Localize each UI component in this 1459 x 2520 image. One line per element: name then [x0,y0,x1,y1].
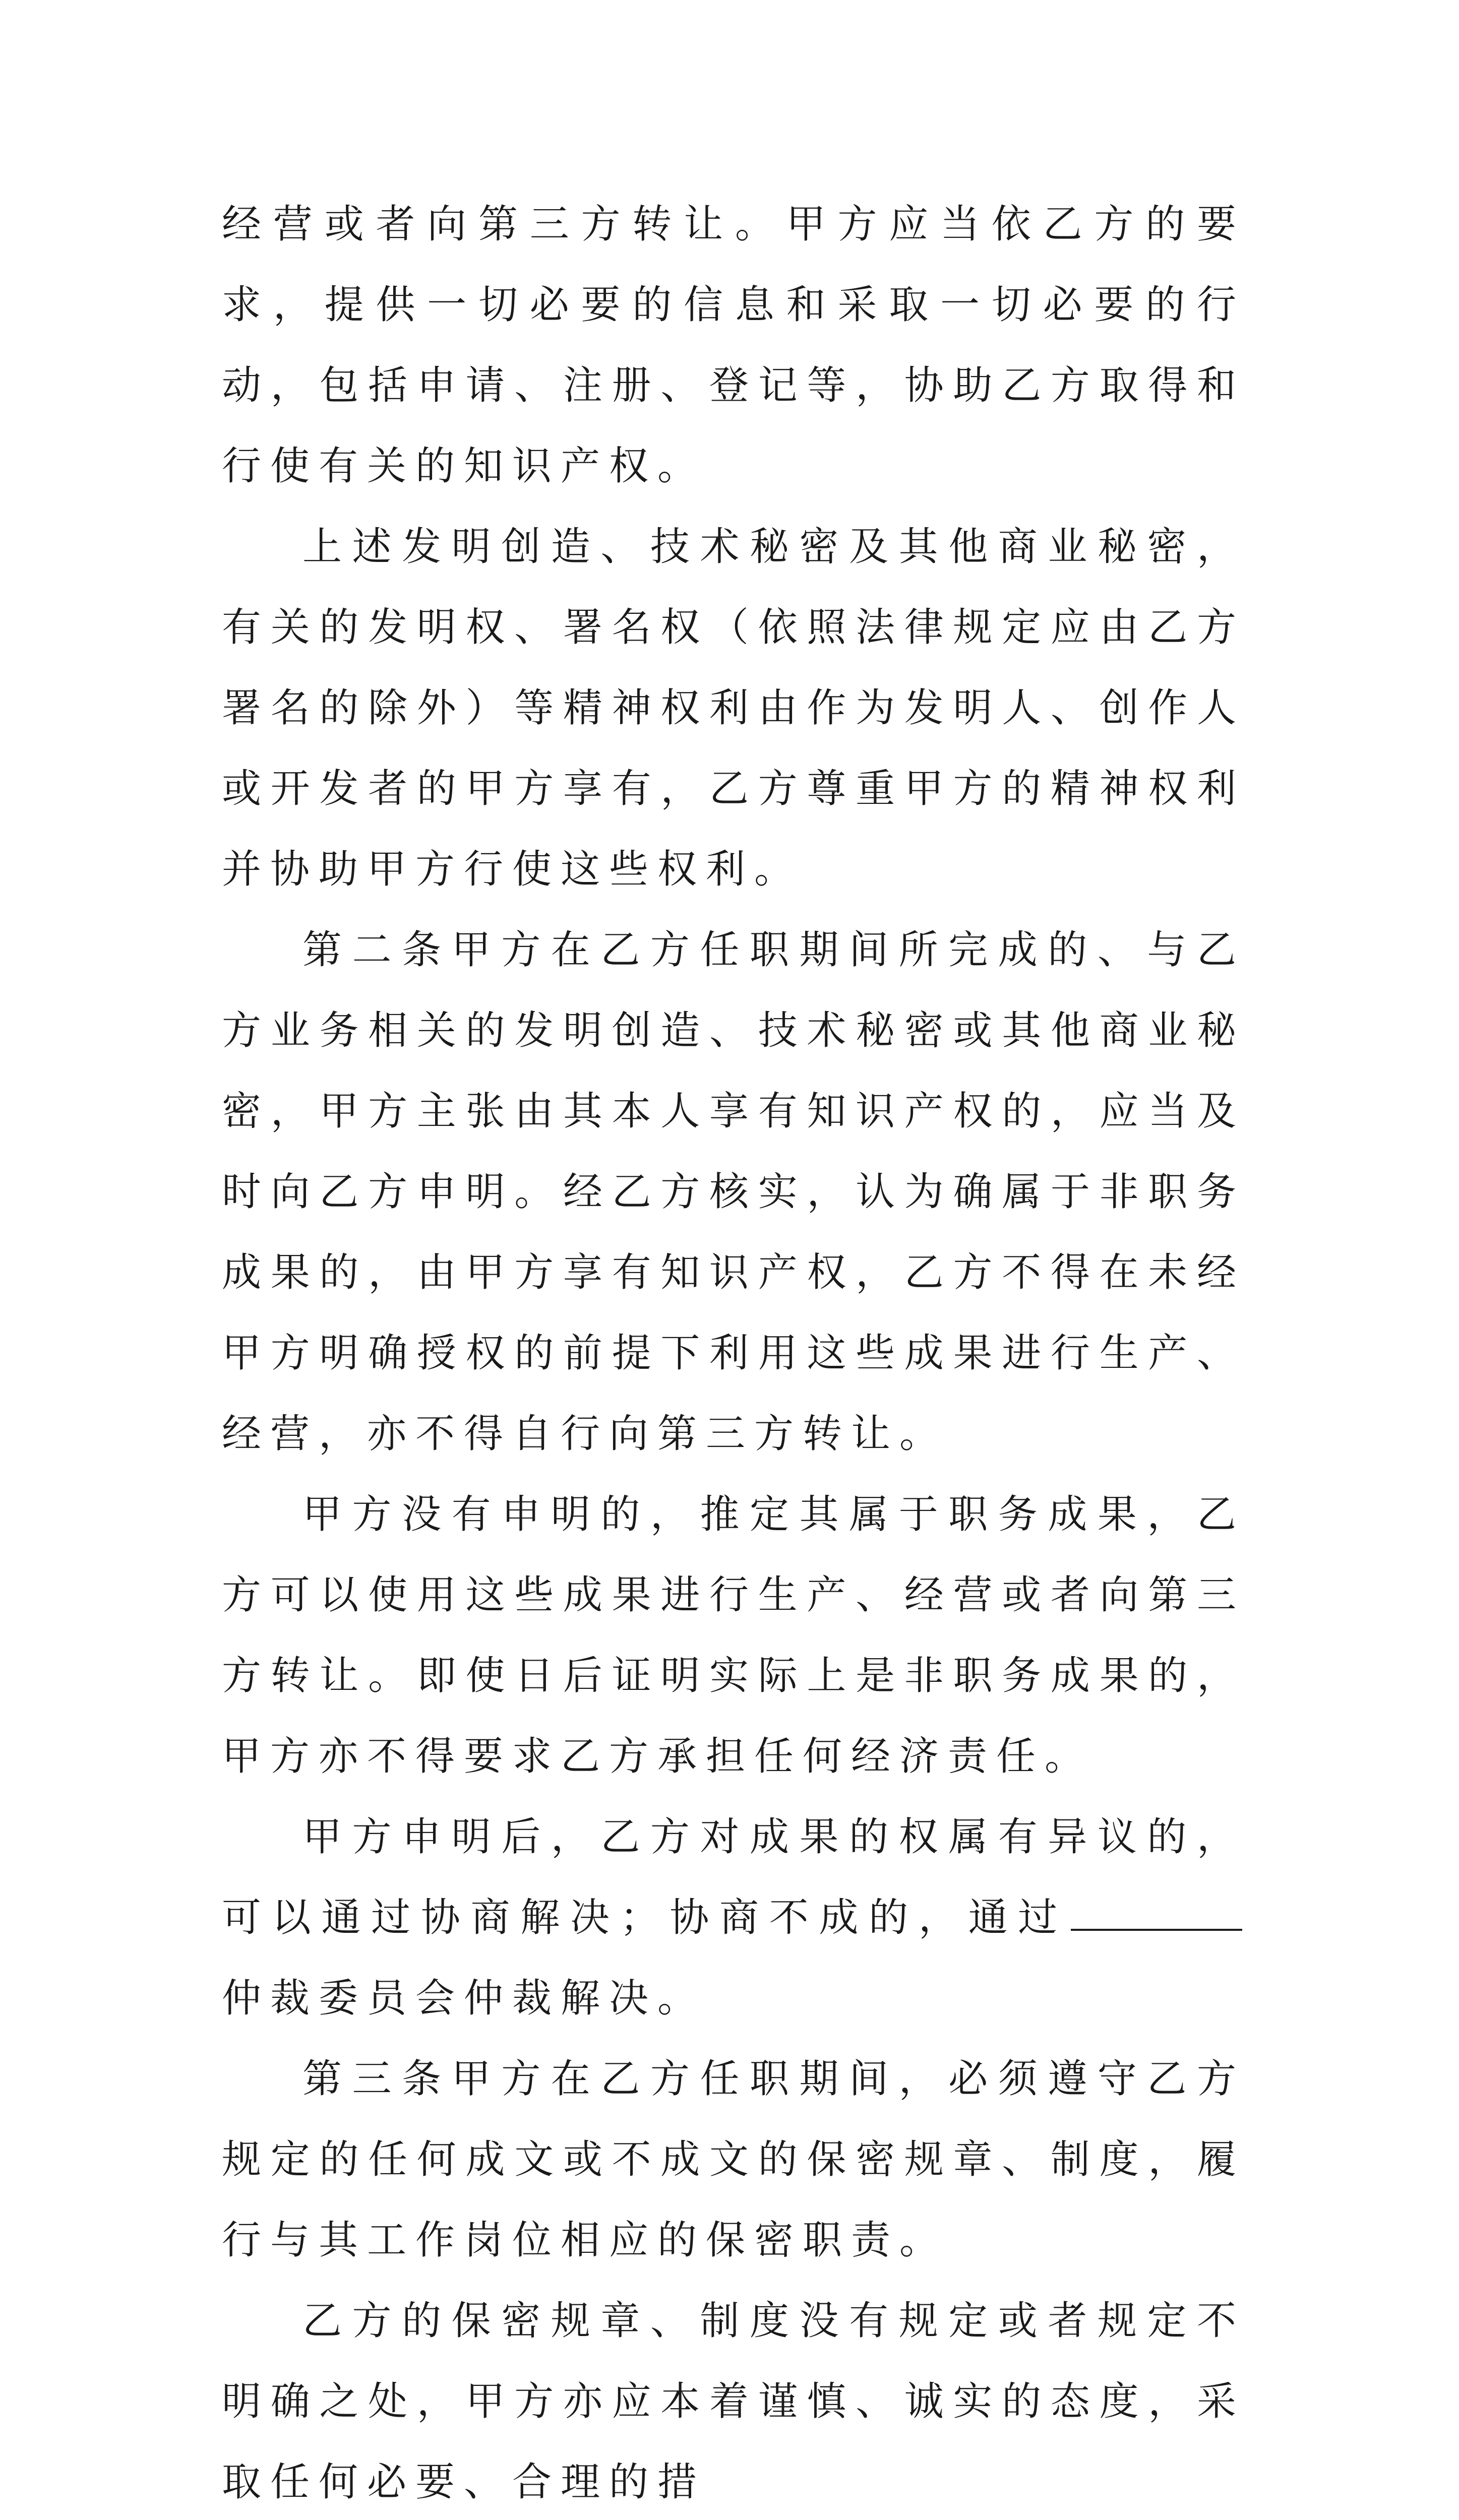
paragraph-1: 经营或者向第三方转让。甲方应当依乙方的要求，提供一切必要的信息和采取一切必要的行动，包括申请、注册、登记等，协助乙方取得和行使有关的知识产权。 [222,202,1245,489]
paragraph-7: 乙方的保密规章、制度没有规定或者规定不明确之处，甲方亦应本着谨慎、诚实的态度，采取任何必要、合理的措 [222,2298,1245,2505]
fill-in-blank [1071,1899,1242,1931]
paragraph-2: 上述发明创造、技术秘密及其他商业秘密，有关的发明权、署名权（依照法律规定应由乙方署名的除外）等精神权利由作为发明人、创作人或开发者的甲方享有，乙方尊重甲方的精神权利并协助甲方行使这些权利。 [222,524,1245,892]
paragraph-5 [222,1797,1245,2039]
paragraph-6-article-3: 第三条甲方在乙方任职期间，必须遵守乙方规定的任何成文或不成文的保密规章、制度，履行与其工作岗位相应的保密职责。 [222,2056,1245,2263]
paragraph-5-text-before: 甲方申明后，乙方对成果的权属有异议的，可以通过协商解决；协商不成的，通过 [222,1814,1245,1940]
paragraph-5-text-after: 仲裁委员会仲裁解决。 [222,1976,706,2021]
document-body [222,184,1245,2520]
paragraph-3-article-2: 第二条甲方在乙方任职期间所完成的、与乙方业务相关的发明创造、技术秘密或其他商业秘密，甲方主张由其本人享有知识产权的，应当及时向乙方申明。经乙方核实，认为确属于非职务成果的，由甲方享有知识产权，乙方不得在未经甲方明确授权的前提下利用这些成果进行生产、经营，亦不得自行向第三方转让。 [222,927,1245,1457]
paragraph-4: 甲方没有申明的，推定其属于职务成果，乙方可以使用这些成果进行生产、经营或者向第三方转让。即使日后证明实际上是非职务成果的，甲方亦不得要求乙方承担任何经济责任。 [222,1492,1245,1779]
